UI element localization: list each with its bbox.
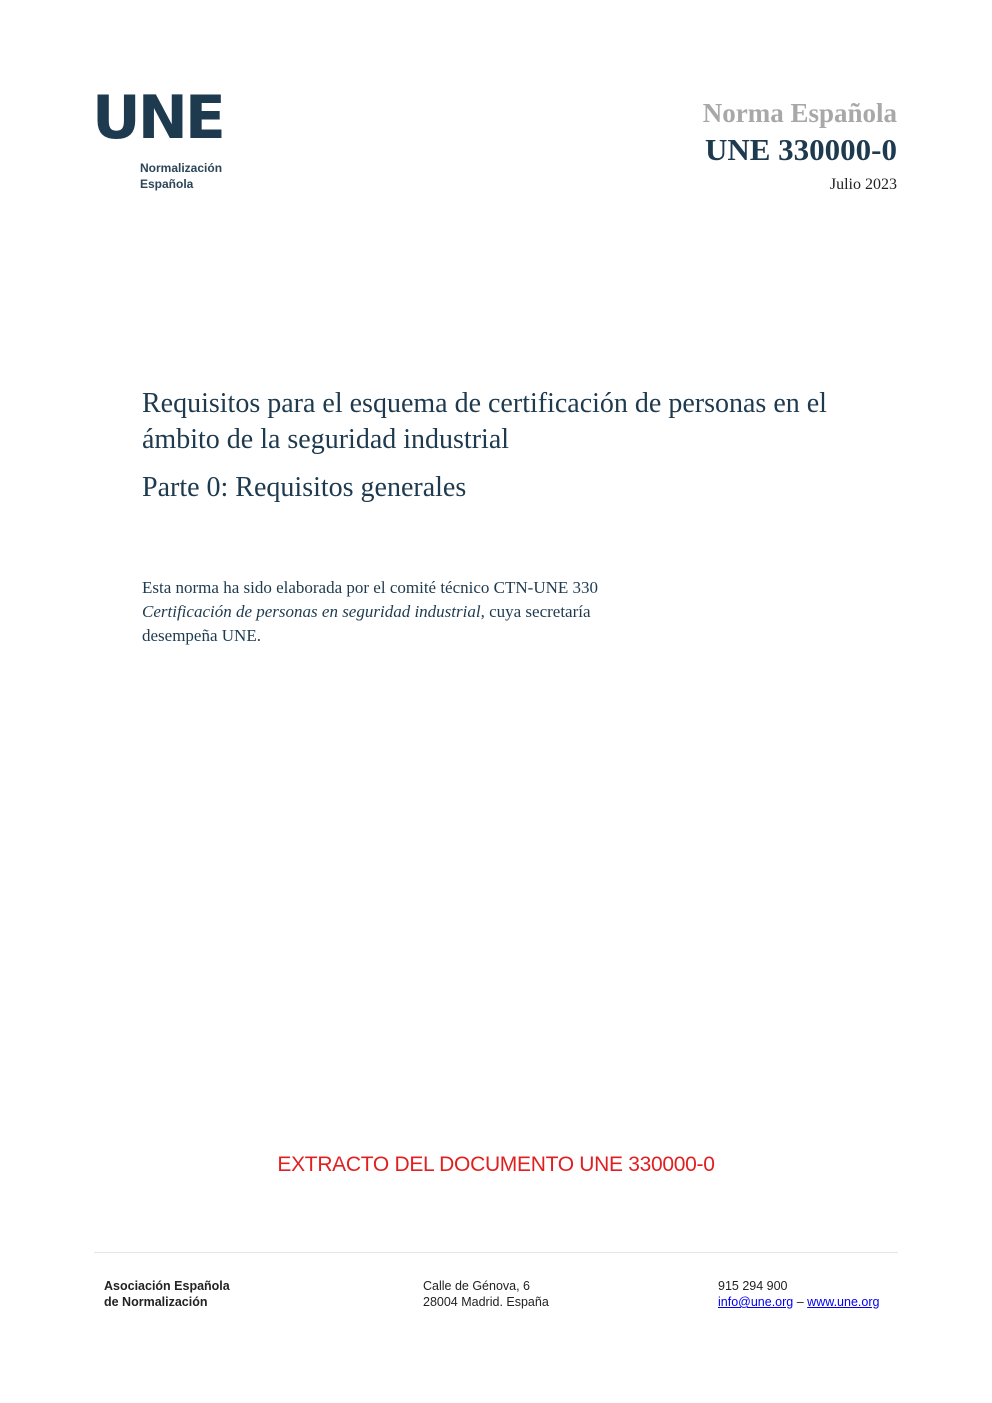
footer-address [423,1278,549,1310]
document-title: Requisitos para el esquema de certificación de personas en el ámbito de la seguridad industrial [142,388,827,455]
footer-divider [94,1252,898,1253]
extract-notice: EXTRACTO DEL DOCUMENTO UNE 330000-0 [277,1153,715,1176]
footer-contact [718,1278,879,1310]
footer-org-line1: Asociación Española [104,1279,230,1293]
standard-code: UNE 330000-0 [704,132,897,167]
logo-subtitle-line2: Española [140,177,194,191]
title-block [142,386,902,506]
logo-subtitle-line1: Normalización [140,161,223,175]
committee-statement [142,576,612,648]
norma-label: Norma Española [702,98,897,128]
website-link[interactable]: www.une.org [807,1295,880,1309]
footer-address-line1: Calle de Génova, 6 [423,1279,531,1293]
footer-address-line2: 28004 Madrid. España [423,1295,549,1309]
committee-prefix: Esta norma ha sido elaborada por el comité técnico CTN-UNE 330 [142,578,599,597]
email-link[interactable]: info@une.org [718,1295,794,1309]
footer-organization [104,1278,230,1310]
footer-phone: 915 294 900 [718,1279,788,1293]
standard-header [703,96,897,196]
footer-link-separator: – [796,1295,804,1309]
footer-org-line2: de Normalización [104,1295,208,1309]
document-part-title: Parte 0: Requisitos generales [142,472,467,503]
logo-mark: UNE [92,83,223,153]
une-logo [92,83,242,198]
committee-suffix: cuya secretaría desempeña UNE. [142,602,591,645]
committee-name: Certificación de personas en seguridad industrial, [142,602,485,621]
publication-date: Julio 2023 [829,176,897,193]
logo-subtitle [140,160,250,192]
footer-links [718,1294,879,1310]
